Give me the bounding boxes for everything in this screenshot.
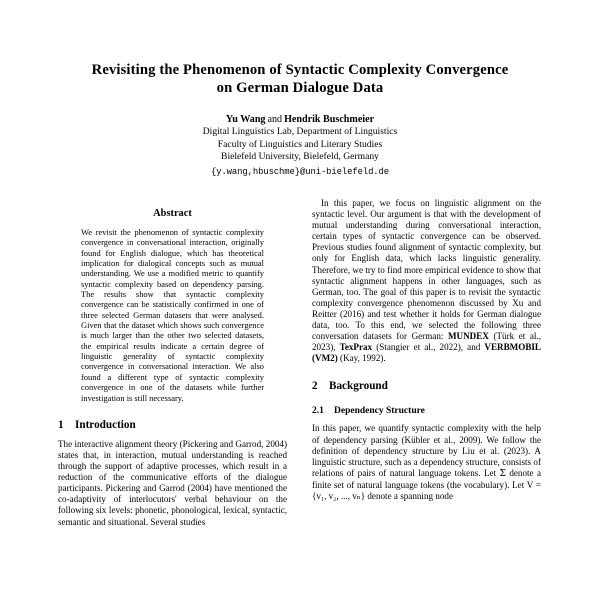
sigma-symbol: Σ: [499, 468, 506, 479]
author-conjunction: and: [267, 114, 283, 125]
affiliation-line-1: Digital Linguistics Lab, Department of Linguistics: [202, 126, 398, 137]
dependency-structure-paragraph-1: [312, 423, 541, 502]
page-title: [52, 62, 548, 97]
author-list: [0, 113, 600, 126]
dependency-structure-text-part-2: denote a finite set of natural language tokens (the vocabulary). Let V = {v₁, v₂, ..., vₙ} denote a spanning node: [312, 467, 541, 501]
dataset-name-verbmobil: VERBMOBIL (VM2): [312, 342, 541, 364]
introduction-paragraph-1: The interactive alignment theory (Pickering and Garrod, 2004) states that, in interaction, mutual understanding is reached through the support of adaptive processes, which result in a reduction of the communicative efforts of the dialogue participants. Pickering and Garrod (2004) have mentioned the co-adaptivity of interlocutors' verbal behaviour on the following six levels: phonetic, phonological, lexical, syntactic, semantic and situational. Several studies: [58, 438, 287, 527]
affiliation-line-3: Bielefeld University, Bielefeld, Germany: [221, 151, 379, 163]
subsection-title-dependency-structure: Dependency Structure: [334, 406, 425, 417]
body-columns: [0, 198, 600, 600]
author-name-1: Yu Wang: [225, 114, 266, 125]
author-name-2: Hendrik Buschmeier: [284, 114, 375, 125]
dataset-citation-verbmobil: (Kay, 1992).: [337, 353, 386, 364]
abstract-heading: Abstract: [153, 208, 192, 219]
title-block: [0, 0, 600, 180]
introduction-paragraph-2: [312, 198, 541, 364]
paper-title-line-1: Revisiting the Phenomenon of Syntactic Complexity Convergence: [91, 62, 509, 78]
dataset-citation-mundex: (Türk et al., 2023),: [312, 331, 541, 353]
right-column: [312, 198, 541, 600]
abstract-section: [81, 207, 264, 403]
section-heading-introduction: [58, 418, 287, 432]
dependency-structure-text-part-1: In this paper, we quantify syntactic complexity with the help of dependency parsing (Kübler et al., 2009). We follow the definition of dependency structure by Liu et al. (2023). A linguistic structure, such as a dependency structure, consists of relations of pairs of natural language tokens. Let: [312, 423, 541, 478]
dataset-citation-texprax: (Stangier et al., 2022), and: [372, 342, 485, 353]
subsection-heading-dependency-structure: [312, 405, 541, 417]
section-number-2: 2: [312, 380, 318, 393]
author-email: {y.wang,hbuschme}@uni-bielefeld.de: [210, 166, 390, 177]
introduction-paragraph-2-text: In this paper, we focus on linguistic alignment on the syntactic level. Our argument is that with the development of mutual understanding during conversational interaction, certain types of syntactic convergence can be observed. Previous studies found alignment of syntactic complexity, but only for English data, which lacks linguistic generality. Therefore, we try to find more empirical evidence to show that syntactic alignment happens in other languages, such as German, too. The goal of this paper is to revisit the syntactic complexity convergence phenomenon discussed by Xu and Reitter (2016) and test whether it holds for German dialogue data, too. To this end, we selected the following three conversation datasets for German:: [312, 198, 541, 342]
left-column: [58, 198, 287, 600]
paper-title-line-2: on German Dialogue Data: [216, 79, 384, 96]
subsection-number-2-1: 2.1: [312, 406, 324, 417]
dataset-name-texprax: TexPrax: [339, 342, 373, 353]
dataset-name-mundex: MUNDEX: [447, 331, 489, 342]
section-heading-background: [312, 379, 541, 393]
section-title-background: Background: [329, 380, 388, 393]
section-number-1: 1: [58, 418, 64, 431]
abstract-text: We revisit the phenomenon of syntactic complexity convergence in conversational interaction, originally found for English dialogue, which has theoretical implication for dialogical concepts such as mutual understanding. We use a modified metric to quantify syntactic complexity based on dependency parsing. The results show that syntactic complexity convergence can be statistically confirmed in one of three selected German datasets that were analysed. Given that the dataset which shows such convergence is much larger than the other two selected datasets, the empirical results indicate a certain degree of linguistic generality of syntactic complexity convergence in conversational interaction. We also found a different type of syntactic complexity convergence in one of the datasets while further investigation is still necessary.: [81, 227, 264, 403]
affiliation-line-2: Faculty of Linguistics and Literary Studies: [217, 138, 383, 150]
section-title-introduction: Introduction: [75, 418, 136, 431]
